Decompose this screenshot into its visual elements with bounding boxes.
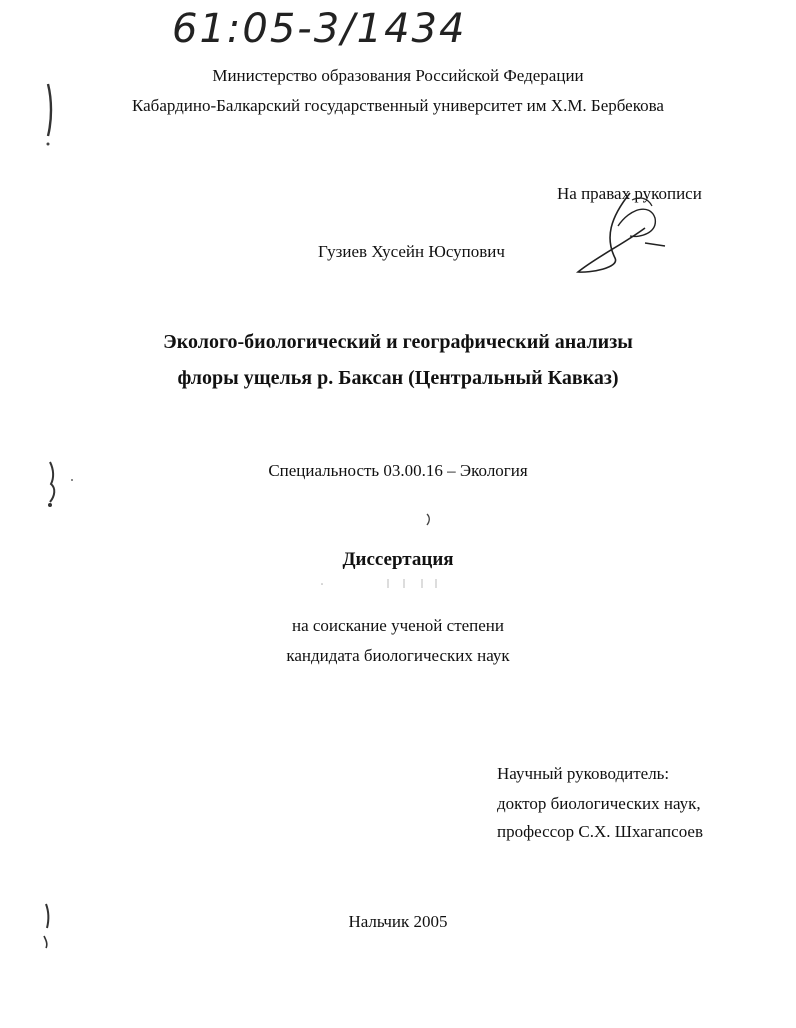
specialty-line: Специальность 03.00.16 – Экология — [268, 461, 528, 480]
title-line-1: Эколого-биологический и географический анализы — [163, 331, 633, 353]
ministry-line: Министерство образования Российской Федерации — [212, 66, 584, 85]
document-type: Диссертация — [342, 549, 454, 570]
faint-scan-marks — [318, 576, 468, 592]
scan-artifact-top — [42, 80, 62, 150]
archive-number: 61:05-3/1434 — [172, 6, 467, 52]
place-year: Нальчик 2005 — [348, 912, 448, 931]
supervisor-label: Научный руководитель: — [497, 764, 670, 783]
scan-artifact-middle — [42, 458, 82, 510]
degree-line-1: на соискание ученой степени — [291, 616, 505, 635]
scan-speck — [424, 512, 434, 528]
signature-mark — [570, 188, 680, 278]
author-name: Гузиев Хусейн Юсупович — [318, 242, 505, 261]
manuscript-note: На правах рукописи — [557, 184, 702, 203]
title-line-2: флоры ущелья р. Баксан (Центральный Кавказ) — [177, 367, 619, 389]
scan-artifact-bottom — [40, 900, 60, 954]
university-line: Кабардино-Балкарский государственный университет им Х.М. Бербекова — [132, 96, 664, 115]
supervisor-degree: доктор биологических наук, — [497, 794, 701, 813]
degree-line-2: кандидата биологических наук — [286, 646, 510, 665]
supervisor-name: профессор С.Х. Шхагапсоев — [497, 822, 703, 841]
